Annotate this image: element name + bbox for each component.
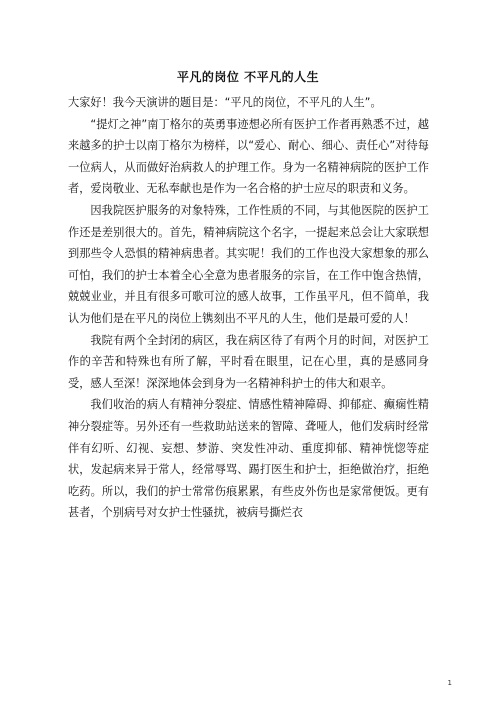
- paragraph-patients: 我们收治的病人有精神分裂症、情感性精神障碍、抑郁症、癫痫性精神分裂症等。另外还有一些救助站送来的智障、聋哑人，他们发病时经常伴有幻听、幻视、妄想、梦游、突发性冲动、重度抑郁、精神恍惚等症状，发起病来异于常人，经常辱骂、踢打医生和护士，拒绝做治疗，拒绝吃药。所以，我们的护士常常伤痕累累，有些皮外伤也是家常便饭。更有甚者，个别病号对女护士性骚扰，被病号撕烂衣: [68, 398, 429, 520]
- paragraph-closed-wards: 我院有两个全封闭的病区，我在病区待了有两个月的时间，对医护工作的辛苦和特殊也有所了解，平时看在眼里，记在心里，真的是感同身受，感人至深！深深地体会到身为一名精神科护士的伟大和艰辛。: [68, 333, 429, 390]
- document-body: [68, 92, 429, 524]
- paragraph-greeting: 大家好！我今天演讲的题目是：“平凡的岗位，不平凡的人生”。: [68, 96, 382, 109]
- paragraph-nightingale: “提灯之神”南丁格尔的英勇事迹想必所有医护工作者再熟悉不过，越来越多的护士以南丁格尔为榜样，以“爱心、耐心、细心、责任心”对待每一位病人，从而做好治病救人的护理工作。身为一名精神病院的医护工作者，爱岗敬业、无私奉献也是作为一名合格的护士应尽的职责和义务。: [68, 117, 429, 196]
- page-number: 1: [447, 679, 452, 687]
- paragraph-hospital-work: 因我院医护服务的对象特殊，工作性质的不同，与其他医院的医护工作还是差别很大的。首先，精神病院这个名字，一提起来总会让大家联想到那些令人恐惧的精神病患者。其实呢！我们的工作也没大家想象的那么可怕，我们的护士本着全心全意为患者服务的宗旨，在工作中饱含热情，兢兢业业，并且有很多可歌可泣的感人故事，工作虽平凡，但不简单，我认为他们是在平凡的岗位上镌刻出不平凡的人生，他们是最可爱的人！: [68, 203, 429, 325]
- document-title: 平凡的岗位 不平凡的人生: [176, 70, 320, 84]
